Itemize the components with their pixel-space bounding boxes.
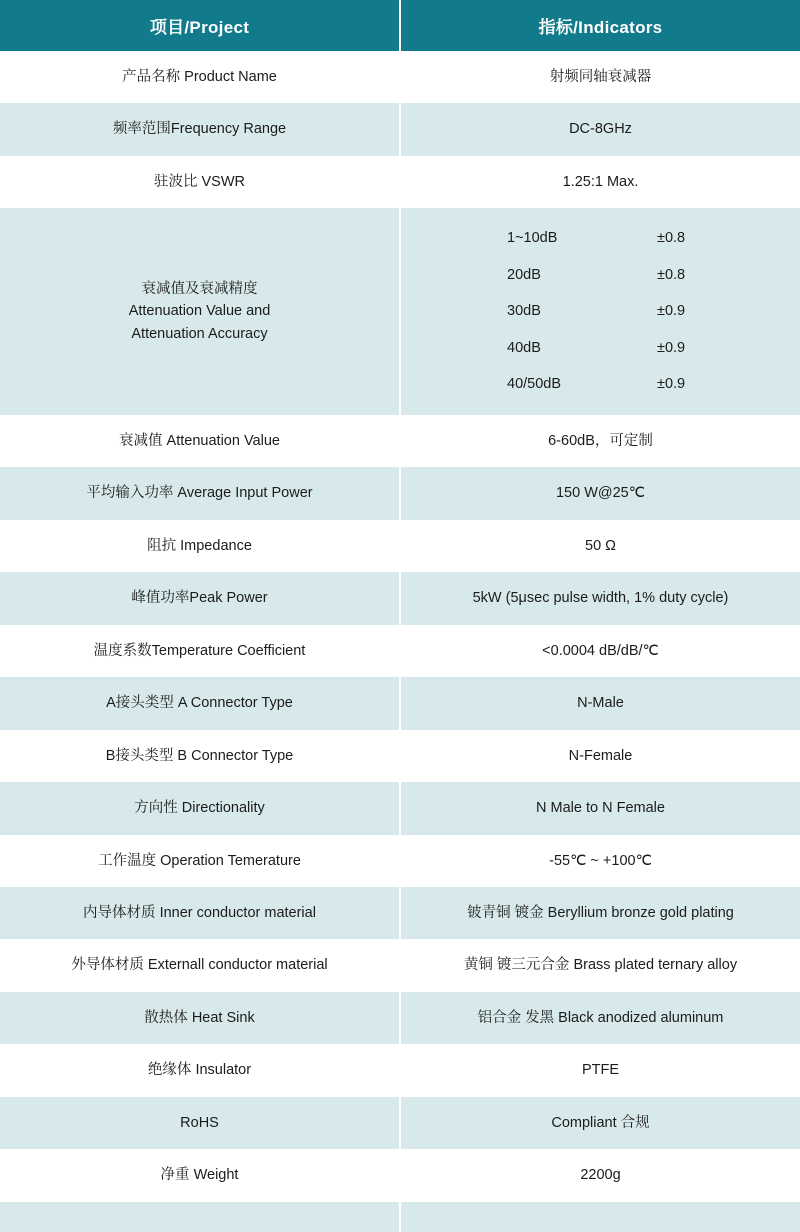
table-row xyxy=(0,625,800,677)
table-row xyxy=(0,1044,800,1096)
table-row xyxy=(0,520,800,572)
cell-indicator: DC-8GHz xyxy=(400,103,800,155)
cell-indicator: N Male to N Female xyxy=(400,782,800,834)
table-row xyxy=(0,572,800,624)
cell-project: 工作温度 Operation Temerature xyxy=(0,835,400,887)
table-row xyxy=(0,467,800,519)
cell-indicator: PTFE xyxy=(400,1044,800,1096)
attenuation-label-line: Attenuation Accuracy xyxy=(131,325,268,342)
cell-indicator: 2200g xyxy=(400,1149,800,1201)
cell-project: B接头类型 B Connector Type xyxy=(0,730,400,782)
cell-project xyxy=(0,1202,400,1232)
attenuation-accuracy: ±0.9 xyxy=(657,376,686,393)
attenuation-accuracy: ±0.8 xyxy=(657,230,686,247)
table-row xyxy=(0,103,800,155)
cell-project: 阻抗 Impedance xyxy=(0,520,400,572)
cell-indicator: 5kW (5μsec pulse width, 1% duty cycle) xyxy=(400,572,800,624)
attenuation-value: 40dB xyxy=(507,339,541,356)
attenuation-list xyxy=(411,223,790,399)
table-header xyxy=(0,0,800,51)
cell-project: 平均输入功率 Average Input Power xyxy=(0,467,400,519)
cell-indicator: 50 Ω xyxy=(400,520,800,572)
table-row xyxy=(0,1097,800,1149)
cell-indicator: -55℃ ~ +100℃ xyxy=(400,835,800,887)
cell-indicator: 1.25:1 Max. xyxy=(400,156,800,208)
cell-indicator: 铍青铜 镀金 Beryllium bronze gold plating xyxy=(400,887,800,939)
table-body xyxy=(0,51,800,1232)
attenuation-item xyxy=(411,227,790,249)
cell-project: 衰减值 Attenuation Value xyxy=(0,415,400,467)
cell-project: 外导体材质 Externall conductor material xyxy=(0,939,400,991)
cell-project: 频率范围Frequency Range xyxy=(0,103,400,155)
table-row xyxy=(0,1202,800,1232)
cell-indicator xyxy=(400,1202,800,1232)
table-row xyxy=(0,939,800,991)
header-cell-project: 项目/Project xyxy=(0,0,400,51)
attenuation-value: 20dB xyxy=(507,266,541,283)
attenuation-label-line: Attenuation Value and xyxy=(128,303,271,320)
cell-indicator-attenuation xyxy=(400,208,800,414)
cell-project: 方向性 Directionality xyxy=(0,782,400,834)
cell-project: 绝缘体 Insulator xyxy=(0,1044,400,1096)
cell-project: A接头类型 A Connector Type xyxy=(0,677,400,729)
attenuation-accuracy: ±0.9 xyxy=(657,339,686,356)
attenuation-label-line: 衰减值及衰减精度 xyxy=(141,280,258,297)
cell-indicator: 射频同轴衰减器 xyxy=(400,51,800,103)
header-cell-indicators: 指标/Indicators xyxy=(400,0,800,51)
attenuation-accuracy: ±0.9 xyxy=(657,303,686,320)
attenuation-accuracy: ±0.8 xyxy=(657,266,686,283)
cell-indicator: Compliant 合规 xyxy=(400,1097,800,1149)
cell-indicator: N-Male xyxy=(400,677,800,729)
attenuation-item xyxy=(411,300,790,322)
cell-indicator: 150 W@25℃ xyxy=(400,467,800,519)
cell-project: 温度系数Temperature Coefficient xyxy=(0,625,400,677)
cell-project: 驻波比 VSWR xyxy=(0,156,400,208)
table-row xyxy=(0,1149,800,1201)
cell-project: 散热体 Heat Sink xyxy=(0,992,400,1044)
attenuation-value: 40/50dB xyxy=(507,376,562,393)
attenuation-item xyxy=(411,373,790,395)
attenuation-item xyxy=(411,337,790,359)
attenuation-item xyxy=(411,264,790,286)
cell-indicator: 铝合金 发黑 Black anodized aluminum xyxy=(400,992,800,1044)
table-row xyxy=(0,51,800,103)
cell-project: RoHS xyxy=(0,1097,400,1149)
cell-indicator: 黄铜 镀三元合金 Brass plated ternary alloy xyxy=(400,939,800,991)
cell-project-attenuation xyxy=(0,208,400,414)
table-row xyxy=(0,415,800,467)
table-row xyxy=(0,782,800,834)
table-row xyxy=(0,835,800,887)
table-row xyxy=(0,992,800,1044)
table-row xyxy=(0,156,800,208)
cell-indicator: <0.0004 dB/dB/℃ xyxy=(400,625,800,677)
cell-indicator: 6-60dB，可定制 xyxy=(400,415,800,467)
attenuation-value: 30dB xyxy=(507,303,541,320)
table-row-attenuation xyxy=(0,208,800,414)
attenuation-value: 1~10dB xyxy=(507,230,558,247)
table-header-row xyxy=(0,0,800,51)
cell-project: 产品名称 Product Name xyxy=(0,51,400,103)
cell-indicator: N-Female xyxy=(400,730,800,782)
cell-project: 净重 Weight xyxy=(0,1149,400,1201)
table-row xyxy=(0,677,800,729)
table-row xyxy=(0,730,800,782)
table-row xyxy=(0,887,800,939)
cell-project: 内导体材质 Inner conductor material xyxy=(0,887,400,939)
cell-project: 峰值功率Peak Power xyxy=(0,572,400,624)
